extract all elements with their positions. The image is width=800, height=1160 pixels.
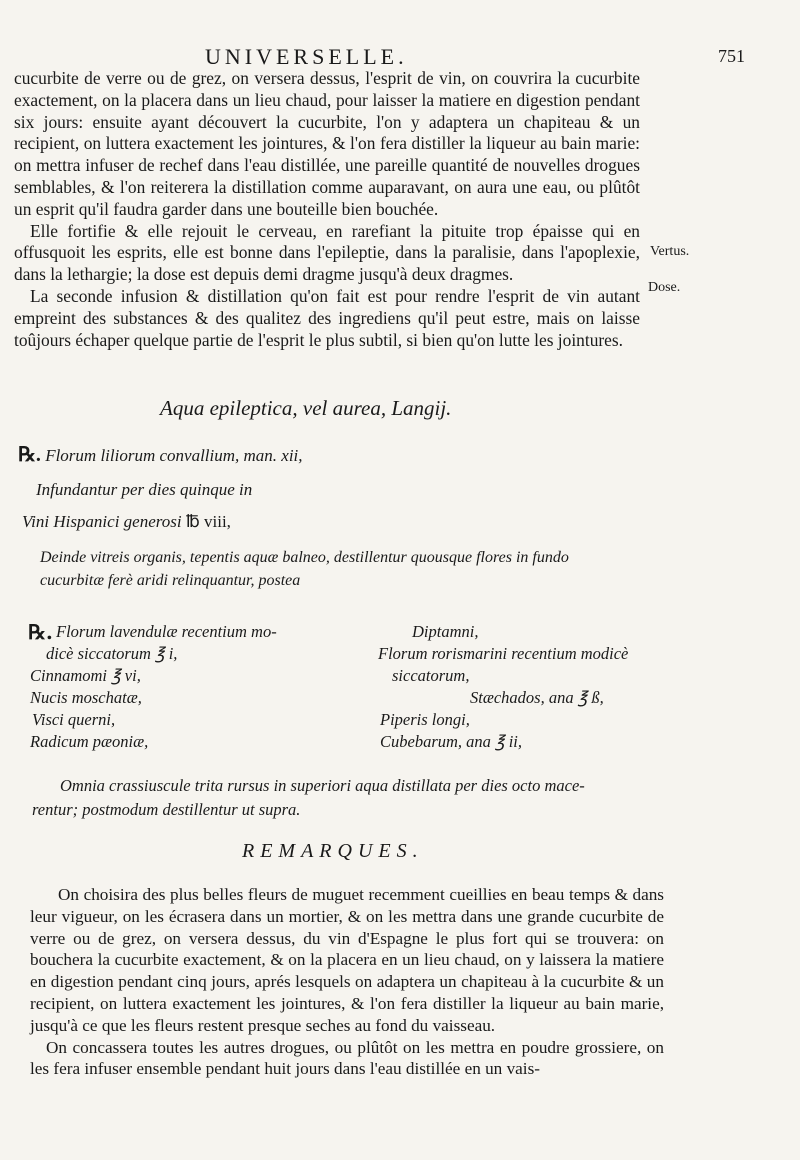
remarques-text	[30, 884, 664, 1080]
right-ingredient-6: Cubebarum, ana ℥ ii,	[380, 732, 522, 751]
main-text	[14, 68, 640, 351]
remarque-paragraph-2: On concassera toutes les autres drogues, ou plûtôt on les mettra en poudre grossiere, on les fera infuser ensemble pendant huit jours dans l'eau distillée en un vais-	[30, 1037, 664, 1079]
remarque-paragraph-1: On choisira des plus belles fleurs de muguet recemment cueillies en beau temps & dans leur vigueur, on les écrasera dans un mortier, & on les mettra dans une grande cucurbite de verre ou de grez, on versera dessus, du vin d'Espagne le plus fort qui se trouvera: on bouchera la cucurbite exactement, & on la placera en un lieu chaud, on y laissera la matiere en digestion pendant cinq jours, aprés lesquels on adaptera un chapiteau à la cucurbite & un recipient, on luttera exactement les jointures, & l'on fera distiller la liqueur au bain marie, jusqu'à ce que les fleurs restent presque seches au fond du vaisseau.	[30, 885, 664, 1035]
recipe-symbol: ℞.	[18, 444, 41, 466]
left-ingredient-2: dicè siccatorum ℥ i,	[46, 644, 178, 663]
margin-note-vertus: Vertus.	[650, 244, 690, 259]
recipe-title: Aqua epileptica, vel aurea, Langij.	[160, 396, 452, 420]
left-ingredient-1: Florum lavendulæ recentium mo-	[56, 622, 277, 641]
recipe-symbol-2: ℞.	[28, 620, 53, 644]
running-title: UNIVERSELLE.	[205, 44, 408, 69]
right-ingredient-5: Piperis longi,	[380, 710, 470, 729]
left-ingredient-4: Nucis moschatæ,	[30, 688, 142, 707]
right-ingredient-3: siccatorum,	[392, 666, 470, 685]
recipe-closing-b: rentur; postmodum destillentur ut supra.	[32, 800, 301, 819]
recipe-ingredient-lily: Florum liliorum convallium, man. xii,	[45, 446, 303, 465]
recipe-wine-text: Vini Hispanici generosi	[22, 512, 182, 531]
margin-note-dose: Dose.	[648, 280, 681, 295]
recipe-line-3	[22, 512, 231, 532]
paragraph-second-infusion: La seconde infusion & distillation qu'on fait est pour rendre l'esprit de vin autant empreint des substances & des qualitez des ingrediens qu'il peut estre, mais on laisse toûjours échaper quelque partie de l'esprit le plus subtil, si bien qu'on lutte les jointures.	[14, 285, 640, 350]
left-ingredient-6: Radicum pæoniæ,	[30, 732, 149, 751]
right-ingredient-4: Stæchados, ana ℥ ß,	[470, 688, 604, 707]
right-ingredient-2: Florum rorismarini recentium modicè	[378, 644, 629, 663]
recipe-line-1	[18, 442, 303, 467]
paragraph-preparation: cucurbite de verre ou de grez, on versera dessus, l'esprit de vin, on couvrira la cucurbite exactement, on la placera dans un lieu chaud, pour laisser la matiere en digestion pendant six jours: ensuite ayant découvert la cucurbite, l'on y adaptera un chapiteau & un recipient, on luttera exactement les jointures, & l'on fera distiller la liqueur au bain marie: on mettra infuser de rechef dans l'eau distillée, une pareille quantité de nouvelles drogues semblables, & l'on reiterera la distillation comme auparavant, on aura une eau, ou plûtôt un esprit qu'il faudra garder dans une bouteille bien bouchée.	[14, 68, 640, 219]
remarques-heading: REMARQUES.	[242, 840, 424, 862]
paragraph-virtues: Elle fortifie & elle rejouit le cerveau, en rarefiant la pituite trop épaisse qui en offusquoit les esprits, elle est bonne dans l'epileptie, dans la paralisie, dans l'apoplexie, dans la lethargie; la dose est depuis demi dragme jusqu'à deux dragmes.	[14, 220, 640, 285]
recipe-line-2: Infundantur per dies quinque in	[36, 480, 253, 499]
recipe-wine-unit: ℔ viii,	[185, 512, 231, 531]
left-ingredient-3: Cinnamomi ℥ vi,	[30, 666, 141, 685]
left-ingredient-5: Visci querni,	[32, 710, 116, 729]
recipe-line-4b: cucurbitæ ferè aridi relinquantur, postea	[40, 572, 301, 589]
right-ingredient-1: Diptamni,	[412, 622, 479, 641]
page-number: 751	[718, 46, 745, 66]
recipe-line-4a: Deinde vitreis organis, tepentis aquæ balneo, destillentur quousque flores in fundo	[40, 549, 569, 566]
recipe-closing-a: Omnia crassiuscule trita rursus in superiori aqua distillata per dies octo mace-	[60, 776, 585, 795]
